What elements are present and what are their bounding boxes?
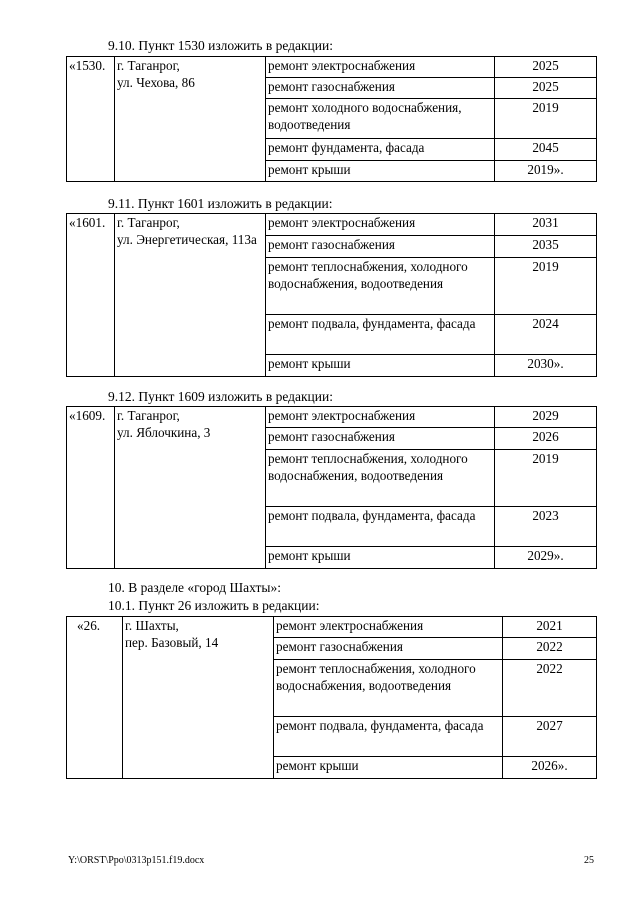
item-number: «1530. (67, 57, 115, 182)
address-city: г. Таганрог, (117, 408, 180, 423)
year-cell: 2019 (495, 99, 597, 139)
work-cell: ремонт холодного водоснабжения, водоотведения (266, 99, 495, 139)
year-cell: 2025 (495, 78, 597, 99)
work-cell: ремонт крыши (266, 547, 495, 569)
work-cell: ремонт крыши (266, 161, 495, 182)
address-street: пер. Базовый, 14 (125, 635, 219, 650)
item-table (66, 56, 597, 182)
year-cell: 2019 (495, 258, 597, 315)
work-cell: ремонт газоснабжения (274, 638, 503, 660)
item-number: «1609. (67, 407, 115, 569)
year-cell: 2024 (495, 315, 597, 355)
item-address (123, 617, 274, 779)
address-city: г. Шахты, (125, 618, 179, 633)
item-address (115, 57, 266, 182)
section-title: 10. В разделе «город Шахты»: (108, 580, 281, 595)
year-cell: 2019 (495, 450, 597, 507)
work-cell: ремонт теплоснабжения, холодного водоснабжения, водоотведения (274, 660, 503, 717)
work-cell: ремонт подвала, фундамента, фасада (266, 315, 495, 355)
year-cell: 2022 (503, 660, 597, 717)
address-city: г. Таганрог, (117, 215, 180, 230)
work-cell: ремонт теплоснабжения, холодного водоснабжения, водоотведения (266, 450, 495, 507)
year-cell: 2019». (495, 161, 597, 182)
year-cell: 2026 (495, 428, 597, 450)
section-heading: 10.1. Пункт 26 изложить в редакции: (108, 598, 320, 613)
item-number: «1601. (67, 214, 115, 377)
address-street: ул. Чехова, 86 (117, 75, 195, 90)
page-number: 25 (584, 855, 594, 866)
year-cell: 2026». (503, 757, 597, 779)
item-address (115, 407, 266, 569)
year-cell: 2029 (495, 407, 597, 428)
address-city: г. Таганрог, (117, 58, 180, 73)
year-cell: 2035 (495, 236, 597, 258)
year-cell: 2022 (503, 638, 597, 660)
address-street: ул. Энергетическая, 113а (117, 232, 257, 247)
year-cell: 2025 (495, 57, 597, 78)
year-cell: 2021 (503, 617, 597, 638)
work-cell: ремонт электроснабжения (266, 214, 495, 236)
work-cell: ремонт теплоснабжения, холодного водоснабжения, водоотведения (266, 258, 495, 315)
work-cell: ремонт крыши (274, 757, 503, 779)
year-cell: 2027 (503, 717, 597, 757)
year-cell: 2045 (495, 139, 597, 161)
section-heading: 9.10. Пункт 1530 изложить в редакции: (108, 38, 333, 53)
year-cell: 2030». (495, 355, 597, 377)
work-cell: ремонт электроснабжения (274, 617, 503, 638)
year-cell: 2023 (495, 507, 597, 547)
item-table (66, 616, 597, 779)
work-cell: ремонт электроснабжения (266, 407, 495, 428)
item-table (66, 406, 597, 569)
address-street: ул. Яблочкина, 3 (117, 425, 211, 440)
work-cell: ремонт газоснабжения (266, 428, 495, 450)
year-cell: 2031 (495, 214, 597, 236)
footer-file-path: Y:\ORST\Ppo\0313p151.f19.docx (68, 855, 205, 866)
work-cell: ремонт газоснабжения (266, 78, 495, 99)
section-heading: 9.11. Пункт 1601 изложить в редакции: (108, 196, 333, 211)
item-table (66, 213, 597, 377)
work-cell: ремонт подвала, фундамента, фасада (266, 507, 495, 547)
work-cell: ремонт фундамента, фасада (266, 139, 495, 161)
year-cell: 2029». (495, 547, 597, 569)
work-cell: ремонт подвала, фундамента, фасада (274, 717, 503, 757)
section-heading: 9.12. Пункт 1609 изложить в редакции: (108, 389, 333, 404)
item-number: «26. (67, 617, 123, 779)
work-cell: ремонт газоснабжения (266, 236, 495, 258)
item-address (115, 214, 266, 377)
work-cell: ремонт крыши (266, 355, 495, 377)
work-cell: ремонт электроснабжения (266, 57, 495, 78)
